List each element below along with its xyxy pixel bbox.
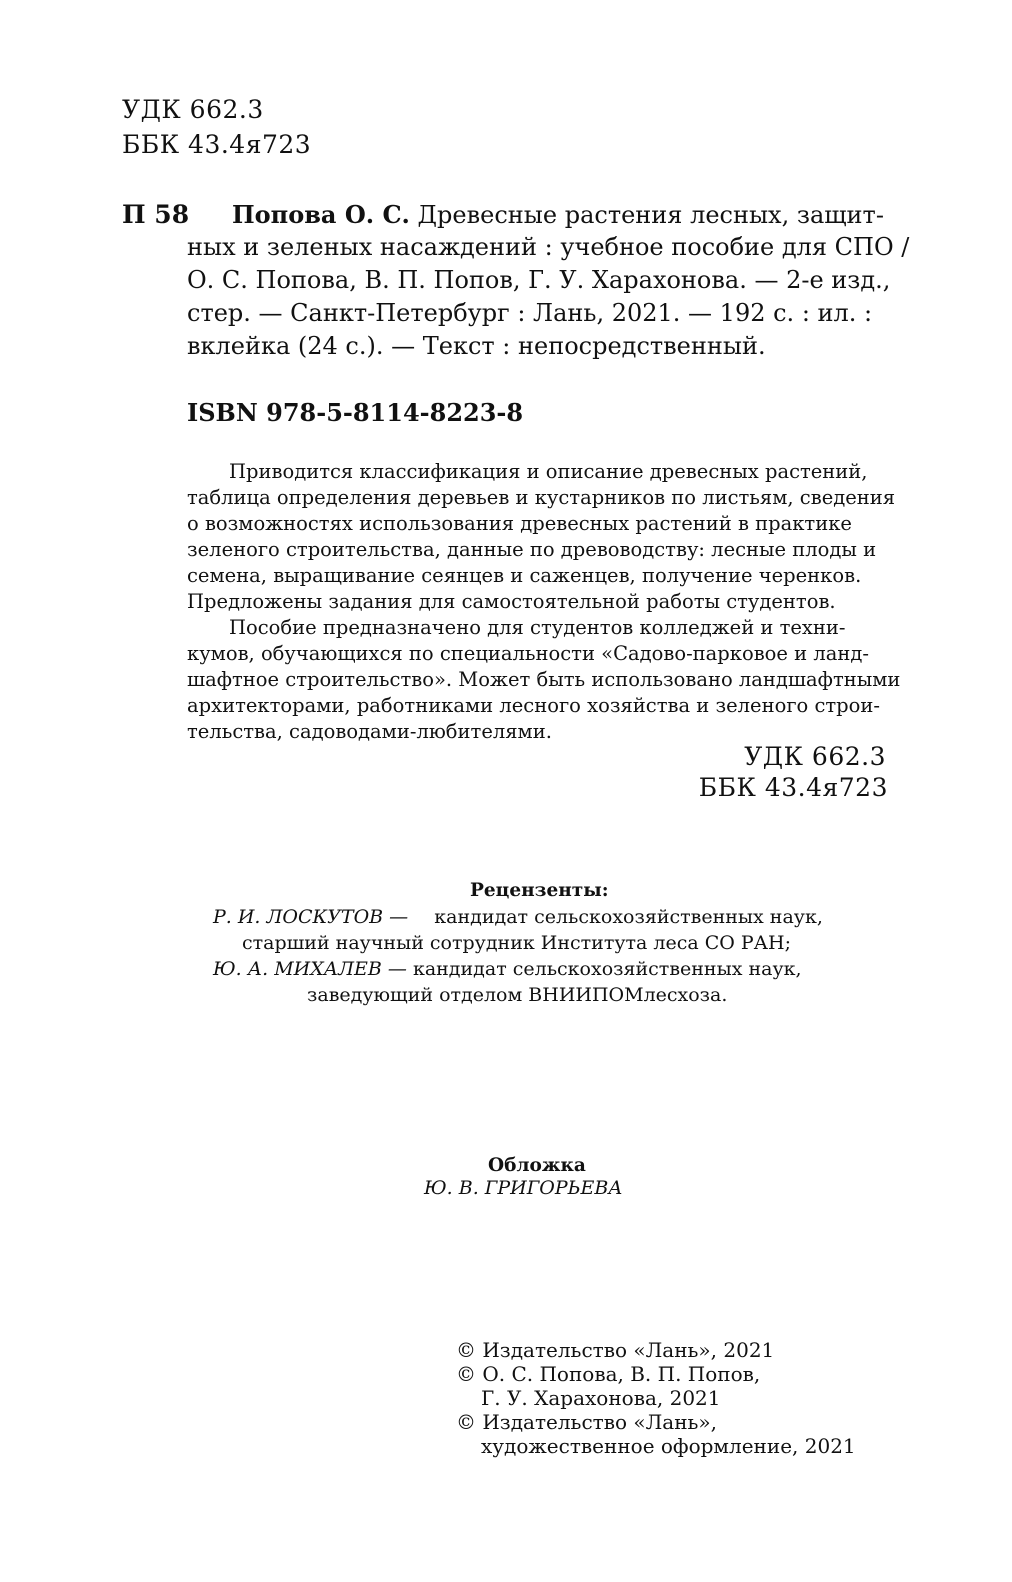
author-name: Попова О. С.: [232, 200, 410, 229]
annotation-line: Предложены задания для самостоятельной работы студентов.: [187, 590, 836, 613]
biblio-line-2: ных и зеленых насаждений : учебное пособие для СПО /: [187, 233, 910, 261]
isbn: ISBN 978-5-8114-8223-8: [187, 398, 524, 427]
author-sign: П 58: [122, 200, 190, 229]
udk-top: УДК 662.3: [122, 95, 264, 124]
reviewer-2-degree: кандидат сельскохозяйственных наук,: [412, 958, 802, 980]
annotation-line: кумов, обучающихся по специальности «Садово-парковое и ланд-: [187, 642, 869, 665]
reviewer-2-name: Ю. А. МИХАЛЕВ —: [213, 958, 407, 980]
biblio-line-4: стер. — Санкт-Петербург : Лань, 2021. — 192 с. : ил. :: [187, 299, 873, 327]
annotation-line: шафтное строительство». Может быть использовано ландшафтными: [187, 668, 901, 691]
bbk-bottom: ББК 43.4я723: [698, 773, 888, 802]
biblio-line-3: О. С. Попова, В. П. Попов, Г. У. Харахонова. — 2-е изд.,: [187, 266, 891, 294]
annotation-line: таблица определения деревьев и кустарников по листьям, сведения: [187, 486, 896, 509]
udk-bottom: УДК 662.3: [744, 742, 886, 771]
biblio-line-5: вклейка (24 с.). — Текст : непосредственный.: [187, 332, 766, 360]
copyright-line: © Издательство «Лань», 2021: [456, 1338, 775, 1362]
cover-title: Обложка: [488, 1155, 586, 1176]
annotation-line: семена, выращивание сеянцев и саженцев, получение черенков.: [187, 564, 862, 587]
reviewer-2-position: заведующий отделом ВНИИПОМлесхоза.: [307, 984, 728, 1006]
cover-artist: Ю. В. ГРИГОРЬЕВА: [424, 1177, 623, 1199]
annotation-line: Пособие предназначено для студентов колледжей и техни-: [229, 616, 846, 639]
biblio-line-1: [232, 200, 884, 229]
reviewers-title: Рецензенты:: [470, 880, 609, 901]
reviewer-2: [213, 958, 802, 980]
reviewer-1-name: Р. И. ЛОСКУТОВ —: [213, 906, 409, 928]
title-start: Древесные растения лесных, защит-: [417, 201, 884, 229]
copyright-line: © Издательство «Лань»,: [456, 1410, 718, 1434]
annotation-line: о возможностях использования древесных растений в практике: [187, 512, 852, 535]
annotation-line: Приводится классификация и описание древесных растений,: [229, 460, 868, 483]
annotation-line: тельства, садоводами-любителями.: [187, 720, 552, 743]
bbk-top: ББК 43.4я723: [122, 130, 312, 159]
reviewer-1-degree: кандидат сельскохозяйственных наук,: [434, 906, 823, 928]
reviewer-1-position: старший научный сотрудник Института леса СО РАН;: [242, 932, 792, 954]
annotation-line: архитекторами, работниками лесного хозяйства и зеленого строи-: [187, 694, 880, 717]
annotation-line: зеленого строительства, данные по древоводству: лесные плоды и: [187, 538, 877, 561]
copyright-line: художественное оформление, 2021: [481, 1434, 856, 1458]
reviewer-1: [213, 906, 823, 928]
copyright-line: © О. С. Попова, В. П. Попов,: [456, 1362, 761, 1386]
copyright-line: Г. У. Харахонова, 2021: [481, 1386, 721, 1410]
